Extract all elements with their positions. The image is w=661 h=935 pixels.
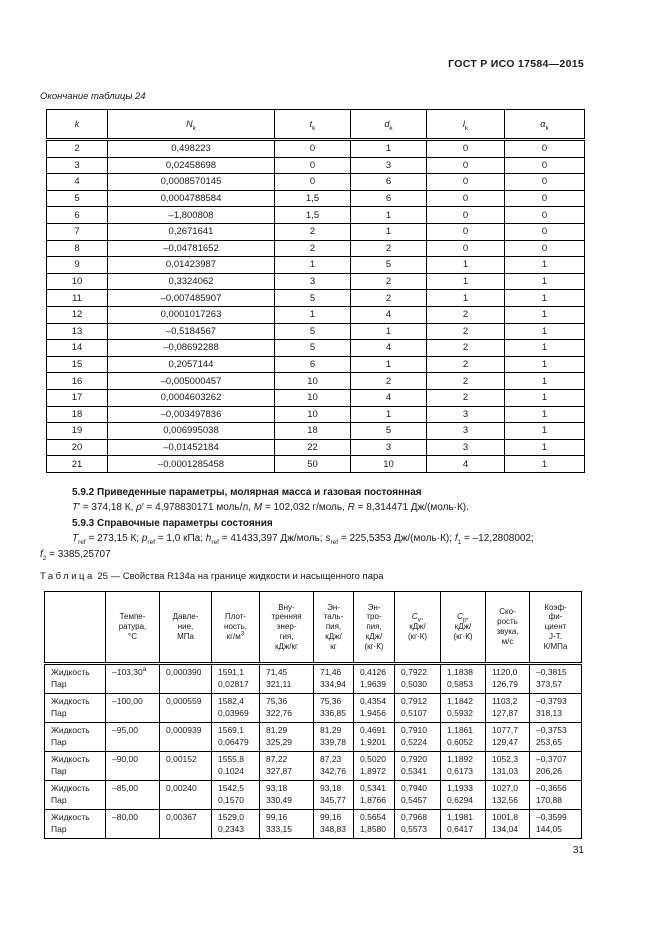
cell: 5 xyxy=(47,190,108,207)
cell: 2 xyxy=(275,240,351,257)
column-header: Давле- ние, МПа xyxy=(160,592,212,664)
cell: 0 xyxy=(427,207,505,224)
cell: 0,7910 0,5224 xyxy=(395,723,441,752)
column-header: Эн- таль- пия, кДж/ кг xyxy=(314,592,354,664)
cell: 1,5 xyxy=(275,190,351,207)
cell: 1001,8 134,04 xyxy=(486,810,530,839)
cell: 1 xyxy=(351,406,427,423)
cell: 0 xyxy=(427,223,505,240)
table-row xyxy=(47,190,585,207)
cell: 1,1838 0,5853 xyxy=(441,664,486,694)
cell: 22 xyxy=(275,439,351,456)
cell: 0 xyxy=(505,207,585,224)
cell: 5 xyxy=(351,257,427,274)
cell: 1,1842 0,5932 xyxy=(441,694,486,723)
cell: 0,7968 0,5573 xyxy=(395,810,441,839)
cell: 1 xyxy=(505,340,585,357)
cell: 0,7912 0,5107 xyxy=(395,694,441,723)
cell: 10 xyxy=(351,456,427,473)
table-row xyxy=(45,781,582,810)
cell: 2 xyxy=(427,389,505,406)
cell: 1,1861 0,6052 xyxy=(441,723,486,752)
cell: 0,0004603262 xyxy=(108,389,275,406)
cell: 7 xyxy=(47,223,108,240)
cell: 81,29 325,29 xyxy=(260,723,314,752)
phase-cell: Жидкость Пар xyxy=(45,781,106,810)
table25-header-row xyxy=(45,592,582,664)
cell: 16 xyxy=(47,373,108,390)
table-row xyxy=(45,752,582,781)
cell: 2 xyxy=(47,140,108,158)
cell: –0,3793 318,13 xyxy=(530,694,582,723)
cell: 0,0004788584 xyxy=(108,190,275,207)
cell: 2 xyxy=(351,240,427,257)
cell: 4 xyxy=(427,456,505,473)
cell: 1,1933 0,6294 xyxy=(441,781,486,810)
cell: –0,04781652 xyxy=(108,240,275,257)
cell: 0 xyxy=(505,174,585,191)
cell: 1 xyxy=(505,290,585,307)
cell: 0,5341 1,8766 xyxy=(354,781,395,810)
cell: –95,00 xyxy=(106,723,160,752)
cell: 93,18 345,77 xyxy=(314,781,354,810)
cell: 1 xyxy=(351,140,427,158)
section-592-body: T′ = 374,18 К, ρ′ = 4,978830171 моль/л, M = 102,032 г/моль, R = 8,314471 Дж/(моль·К). xyxy=(72,502,469,514)
cell: 1027,0 132,56 xyxy=(486,781,530,810)
cell: 1555,8 0,1024 xyxy=(212,752,260,781)
column-header: Вну- тренняя энер- гия, кДж/кг xyxy=(260,592,314,664)
cell: –0,0001285458 xyxy=(108,456,275,473)
cell: 13 xyxy=(47,323,108,340)
cell: 0,0001017263 xyxy=(108,306,275,323)
cell: 3 xyxy=(351,157,427,174)
cell: –0,003497836 xyxy=(108,406,275,423)
table-row xyxy=(47,140,585,158)
table25-caption xyxy=(40,571,384,582)
cell: 8 xyxy=(47,240,108,257)
cell: 0,5020 1,8972 xyxy=(354,752,395,781)
column-header: $l_k$ xyxy=(427,110,505,140)
cell: 4 xyxy=(351,306,427,323)
cell: –0,007485907 xyxy=(108,290,275,307)
cell: 6 xyxy=(351,190,427,207)
cell: 9 xyxy=(47,257,108,274)
cell: 6 xyxy=(47,207,108,224)
cell: 0,01423987 xyxy=(108,257,275,274)
cell: 1 xyxy=(505,406,585,423)
cell: 1 xyxy=(505,456,585,473)
cell: 2 xyxy=(275,223,351,240)
cell: –100,00 xyxy=(106,694,160,723)
cell: 18 xyxy=(275,423,351,440)
cell: 99,16 348,83 xyxy=(314,810,354,839)
cell: 87,22 327,87 xyxy=(260,752,314,781)
cell: 1,5 xyxy=(275,207,351,224)
section-592-title: 5.9.2 Приведенные параметры, молярная масса и газовая постоянная xyxy=(72,487,422,498)
table-row xyxy=(47,439,585,456)
cell: 2 xyxy=(351,290,427,307)
cell: 1 xyxy=(505,373,585,390)
cell: 0,498223 xyxy=(108,140,275,158)
cell: 12 xyxy=(47,306,108,323)
page-number: 31 xyxy=(572,845,584,856)
cell: 5 xyxy=(275,323,351,340)
cell: 21 xyxy=(47,456,108,473)
cell: 1 xyxy=(505,257,585,274)
cell: 0,2671641 xyxy=(108,223,275,240)
cell: 0,02458698 xyxy=(108,157,275,174)
cell: 1529,0 0,2343 xyxy=(212,810,260,839)
cell: 2 xyxy=(351,373,427,390)
cell: 0,006995038 xyxy=(108,423,275,440)
section-593-title: 5.9.3 Справочные параметры состояния xyxy=(72,517,273,529)
table-row xyxy=(45,694,582,723)
column-header: Плот- ность, $кг/м^3$ xyxy=(212,592,260,664)
cell: 1,1892 0,6173 xyxy=(441,752,486,781)
column-header: k xyxy=(47,110,108,140)
table24 xyxy=(46,109,585,473)
cell: 3 xyxy=(275,273,351,290)
table25-caption-label: Таблица xyxy=(40,571,95,582)
cell: 6 xyxy=(275,356,351,373)
cell: 1052,3 131,03 xyxy=(486,752,530,781)
table-row xyxy=(47,273,585,290)
cell: 0,7920 0,5341 xyxy=(395,752,441,781)
cell: 1 xyxy=(275,257,351,274)
cell: 0 xyxy=(505,157,585,174)
cell: 10 xyxy=(275,406,351,423)
cell: 0,3324062 xyxy=(108,273,275,290)
cell: 1582,4 0,03969 xyxy=(212,694,260,723)
phase-cell: Жидкость Пар xyxy=(45,810,106,839)
section-593-body-line1: $T_{ref} = 273,15$ К; $p_{ref} = 1,0$ кПа; $h_{ref} = 41433,397$ Дж/моль; $s_{ref} = 225,5353$ Дж/(моль·К); $f_1 = -12,2808002$; xyxy=(72,533,534,547)
cell: 4 xyxy=(351,340,427,357)
doc-code: ГОСТ Р ИСО 17584—2015 xyxy=(448,58,584,70)
table25-body xyxy=(45,664,582,839)
cell: 0 xyxy=(427,190,505,207)
phase-cell: Жидкость Пар xyxy=(45,723,106,752)
cell: 1 xyxy=(505,439,585,456)
cell: 17 xyxy=(47,389,108,406)
cell: 1 xyxy=(427,273,505,290)
table25-caption-text: Свойства R134a на границе жидкости и насыщенного пара xyxy=(122,571,384,582)
cell: 0,7940 0,5457 xyxy=(395,781,441,810)
cell: 2 xyxy=(427,373,505,390)
table-row xyxy=(47,323,585,340)
cell: –0,3656 170,88 xyxy=(530,781,582,810)
cell: –0,01452184 xyxy=(108,439,275,456)
cell: 0,5654 1,8580 xyxy=(354,810,395,839)
cell: 1542,5 0,1570 xyxy=(212,781,260,810)
table25 xyxy=(44,591,582,839)
cell: 0,00152 xyxy=(160,752,212,781)
cell: –0,005000457 xyxy=(108,373,275,390)
table25-caption-dash: — xyxy=(110,571,121,582)
table24-header-row xyxy=(47,110,585,140)
column-header: $C_p$, кДж/ (кг·К) xyxy=(441,592,486,664)
table-row xyxy=(47,223,585,240)
column-header: Темпе- ратура, °С xyxy=(106,592,160,664)
cell: 1 xyxy=(351,223,427,240)
cell: 4 xyxy=(47,174,108,191)
cell: 1 xyxy=(505,323,585,340)
table-row xyxy=(47,423,585,440)
cell: 11 xyxy=(47,290,108,307)
cell: 93,18 330,49 xyxy=(260,781,314,810)
cell: 0,000559 xyxy=(160,694,212,723)
phase-cell: Жидкость Пар xyxy=(45,664,106,694)
cell: 0 xyxy=(427,157,505,174)
cell: 2 xyxy=(427,340,505,357)
cell: 1591,1 0,02817 xyxy=(212,664,260,694)
section-593-body-line2: $f_2 = 3385,25707$ xyxy=(40,548,111,562)
cell: 0 xyxy=(275,140,351,158)
phase-cell: Жидкость Пар xyxy=(45,694,106,723)
cell: 5 xyxy=(275,290,351,307)
cell: –90,00 xyxy=(106,752,160,781)
cell: 71,45 321,11 xyxy=(260,664,314,694)
cell: 0,00240 xyxy=(160,781,212,810)
cell: 10 xyxy=(275,373,351,390)
phase-cell: Жидкость Пар xyxy=(45,752,106,781)
cell: 14 xyxy=(47,340,108,357)
cell: 10 xyxy=(275,389,351,406)
cell: 1 xyxy=(351,356,427,373)
cell: 5 xyxy=(351,423,427,440)
cell: 0,00367 xyxy=(160,810,212,839)
cell: –1,800808 xyxy=(108,207,275,224)
cell: 3 xyxy=(427,439,505,456)
cell: 2 xyxy=(427,306,505,323)
cell: 0 xyxy=(275,174,351,191)
cell: 1 xyxy=(505,356,585,373)
cell: 20 xyxy=(47,439,108,456)
cell: 0,2057144 xyxy=(108,356,275,373)
cell: 1,1981 0,6417 xyxy=(441,810,486,839)
column-header: $C_v$, кДж/ (кг·К) xyxy=(395,592,441,664)
cell: –85,00 xyxy=(106,781,160,810)
table-row xyxy=(47,240,585,257)
cell: 1 xyxy=(505,306,585,323)
cell: 15 xyxy=(47,356,108,373)
column-header: Коэф- фи- циент J-T. К/МПа xyxy=(530,592,582,664)
cell: 4 xyxy=(351,389,427,406)
cell: 99,16 333,15 xyxy=(260,810,314,839)
cell: 1103,2 127,87 xyxy=(486,694,530,723)
table24-body xyxy=(47,140,585,473)
cell: 1 xyxy=(505,423,585,440)
cell: 1 xyxy=(427,257,505,274)
cell: 1 xyxy=(351,207,427,224)
cell: 81,29 339,78 xyxy=(314,723,354,752)
table-row xyxy=(47,290,585,307)
table-row xyxy=(47,157,585,174)
cell: 1 xyxy=(505,389,585,406)
cell: –0,3815 373,57 xyxy=(530,664,582,694)
cell: 3 xyxy=(427,423,505,440)
column-header: $N_k$ xyxy=(108,110,275,140)
cell: 71,46 334,94 xyxy=(314,664,354,694)
cell: 0 xyxy=(505,223,585,240)
cell: 0 xyxy=(275,157,351,174)
cell: 2 xyxy=(427,323,505,340)
table-row xyxy=(47,456,585,473)
table-row xyxy=(47,174,585,191)
table-row xyxy=(47,340,585,357)
cell: 0,000390 xyxy=(160,664,212,694)
column-header: $d_k$ xyxy=(351,110,427,140)
column-header: Ско- рость звука, м/с xyxy=(486,592,530,664)
cell: 1 xyxy=(351,323,427,340)
cell: 1 xyxy=(275,306,351,323)
cell: –0,3599 144,05 xyxy=(530,810,582,839)
cell: –103,30$^a$ xyxy=(106,664,160,694)
cell: 0,7922 0,5030 xyxy=(395,664,441,694)
cell: 3 xyxy=(427,406,505,423)
cell: 18 xyxy=(47,406,108,423)
cell: 0,4691 1,9201 xyxy=(354,723,395,752)
column-header xyxy=(45,592,106,664)
cell: 6 xyxy=(351,174,427,191)
sections-block xyxy=(40,485,632,562)
table24-caption: Окончание таблицы 24 xyxy=(40,91,146,102)
cell: 3 xyxy=(47,157,108,174)
cell: 0 xyxy=(427,240,505,257)
cell: 2 xyxy=(351,273,427,290)
cell: 0,4354 1,9456 xyxy=(354,694,395,723)
cell: 0,4126 1,9639 xyxy=(354,664,395,694)
cell: 0 xyxy=(427,140,505,158)
table-row xyxy=(45,664,582,694)
table-row xyxy=(47,306,585,323)
cell: 0 xyxy=(505,190,585,207)
cell: 2 xyxy=(427,356,505,373)
cell: 50 xyxy=(275,456,351,473)
cell: –0,3753 253,65 xyxy=(530,723,582,752)
cell: 1569,1 0,06479 xyxy=(212,723,260,752)
cell: –0,08692288 xyxy=(108,340,275,357)
table-row xyxy=(45,723,582,752)
table-row xyxy=(47,257,585,274)
cell: 87,23 342,76 xyxy=(314,752,354,781)
table-row xyxy=(47,373,585,390)
cell: 3 xyxy=(351,439,427,456)
cell: 1077,7 129,47 xyxy=(486,723,530,752)
cell: 1120,0 126,79 xyxy=(486,664,530,694)
cell: 1 xyxy=(427,290,505,307)
cell: 0 xyxy=(505,140,585,158)
cell: –0,5184567 xyxy=(108,323,275,340)
cell: 19 xyxy=(47,423,108,440)
cell: 0 xyxy=(427,174,505,191)
table-row xyxy=(47,207,585,224)
table-row xyxy=(47,389,585,406)
cell: 10 xyxy=(47,273,108,290)
cell: 5 xyxy=(275,340,351,357)
cell: –0,3707 206,26 xyxy=(530,752,582,781)
table-row xyxy=(45,810,582,839)
cell: 75,36 322,76 xyxy=(260,694,314,723)
table25-caption-number: 25 xyxy=(97,571,108,582)
table-row xyxy=(47,406,585,423)
column-header: Эн- тро- пия, кДж/ (кг·К) xyxy=(354,592,395,664)
table-row xyxy=(47,356,585,373)
cell: 0,0008570145 xyxy=(108,174,275,191)
cell: 1 xyxy=(505,273,585,290)
column-header: $t_k$ xyxy=(275,110,351,140)
cell: 0,000939 xyxy=(160,723,212,752)
column-header: $\alpha_k$ xyxy=(505,110,585,140)
cell: 75,36 336,85 xyxy=(314,694,354,723)
cell: 0 xyxy=(505,240,585,257)
cell: –80,00 xyxy=(106,810,160,839)
